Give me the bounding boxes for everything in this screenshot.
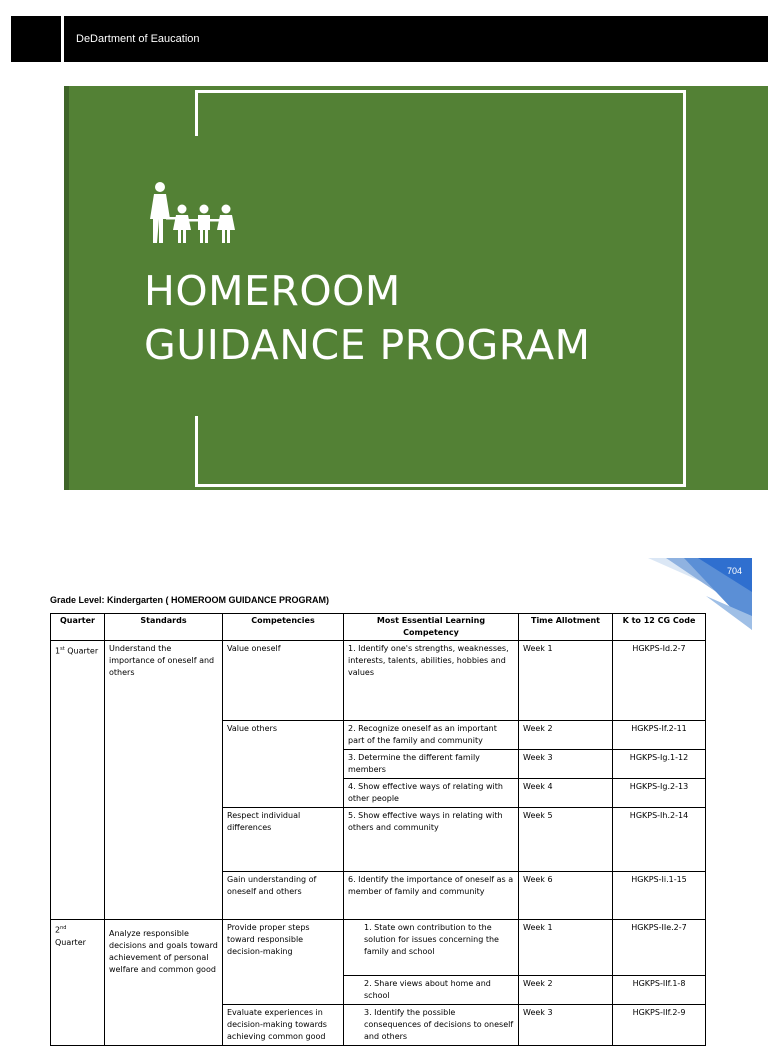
- cover-frame: [195, 90, 686, 93]
- quarter-cell: 2nd Quarter: [51, 920, 105, 1046]
- table-row: [51, 920, 706, 976]
- header-cg-code: K to 12 CG Code: [613, 614, 706, 641]
- table-header-row: [51, 614, 706, 641]
- family-icon: [148, 181, 240, 247]
- competency-cell: Provide proper steps toward responsible decision-making: [223, 920, 344, 1005]
- cover-frame: [195, 90, 198, 136]
- header-time-allotment: Time Allotment: [519, 614, 613, 641]
- cover-frame: [683, 90, 686, 487]
- code-cell: HGKPS-Ig.1-12: [613, 750, 706, 779]
- code-cell: HGKPS-IIf.1-8: [613, 976, 706, 1005]
- code-cell: HGKPS-Ih.2-14: [613, 808, 706, 872]
- header-standards: Standards: [105, 614, 223, 641]
- competency-cell: Respect individual differences: [223, 808, 344, 872]
- week-cell: Week 2: [519, 976, 613, 1005]
- week-cell: Week 1: [519, 641, 613, 721]
- melc-table: [50, 613, 706, 1046]
- page-number: 704: [727, 566, 743, 576]
- melc-cell: 2. Share views about home and school: [344, 976, 519, 1005]
- competency-cell: Gain understanding of oneself and others: [223, 872, 344, 920]
- melc-cell: 4. Show effective ways of relating with other people: [344, 779, 519, 808]
- week-cell: Week 3: [519, 750, 613, 779]
- document-header-bar: [11, 16, 768, 62]
- cover-panel: [64, 86, 768, 490]
- competency-cell: Value oneself: [223, 641, 344, 721]
- quarter-cell: 1st Quarter: [51, 641, 105, 920]
- melc-cell: 5. Show effective ways in relating with others and community: [344, 808, 519, 872]
- code-cell: HGKPS-Ii.1-15: [613, 872, 706, 920]
- code-cell: HGKPS-Id.2-7: [613, 641, 706, 721]
- melc-cell: 1. Identify one's strengths, weaknesses, interests, talents, abilities, hobbies and values: [344, 641, 519, 721]
- header-competencies: Competencies: [223, 614, 344, 641]
- code-cell: HGKPS-IIf.2-9: [613, 1005, 706, 1046]
- cover-left-strip: [64, 86, 69, 490]
- cover-title-line2: GUIDANCE PROGRAM: [144, 321, 591, 369]
- week-cell: Week 6: [519, 872, 613, 920]
- standard-cell: Understand the importance of oneself and others: [105, 641, 223, 920]
- melc-cell: 1. State own contribution to the solution for issues concerning the family and school: [344, 920, 519, 976]
- melc-cell: 3. Identify the possible consequences of decisions to oneself and others: [344, 1005, 519, 1046]
- code-cell: HGKPS-Ig.2-13: [613, 779, 706, 808]
- cover-frame: [195, 416, 198, 487]
- header-melc: Most Essential Learning Competency: [344, 614, 519, 641]
- melc-cell: 2. Recognize oneself as an important part of the family and community: [344, 721, 519, 750]
- week-cell: Week 2: [519, 721, 613, 750]
- week-cell: Week 3: [519, 1005, 613, 1046]
- cover-title-line1: HOMEROOM: [144, 267, 401, 315]
- header-quarter: Quarter: [51, 614, 105, 641]
- cover-title: [144, 264, 591, 372]
- grade-level-heading: Grade Level: Kindergarten ( HOMEROOM GUIDANCE PROGRAM): [50, 595, 330, 605]
- standard-cell: Analyze responsible decisions and goals toward achievement of personal welfare and common good: [105, 920, 223, 1046]
- week-cell: Week 1: [519, 920, 613, 976]
- melc-cell: 3. Determine the different family members: [344, 750, 519, 779]
- cover-frame: [195, 484, 686, 487]
- code-cell: HGKPS-IIe.2-7: [613, 920, 706, 976]
- competency-cell: Value others: [223, 721, 344, 808]
- competency-cell: Evaluate experiences in decision-making towards achieving common good: [223, 1005, 344, 1046]
- code-cell: HGKPS-If.2-11: [613, 721, 706, 750]
- week-cell: Week 5: [519, 808, 613, 872]
- melc-cell: 6. Identify the importance of oneself as a member of family and community: [344, 872, 519, 920]
- week-cell: Week 4: [519, 779, 613, 808]
- department-label: DeDartment of Eaucation: [76, 33, 200, 45]
- table-row: [51, 641, 706, 721]
- header-divider: [61, 16, 64, 62]
